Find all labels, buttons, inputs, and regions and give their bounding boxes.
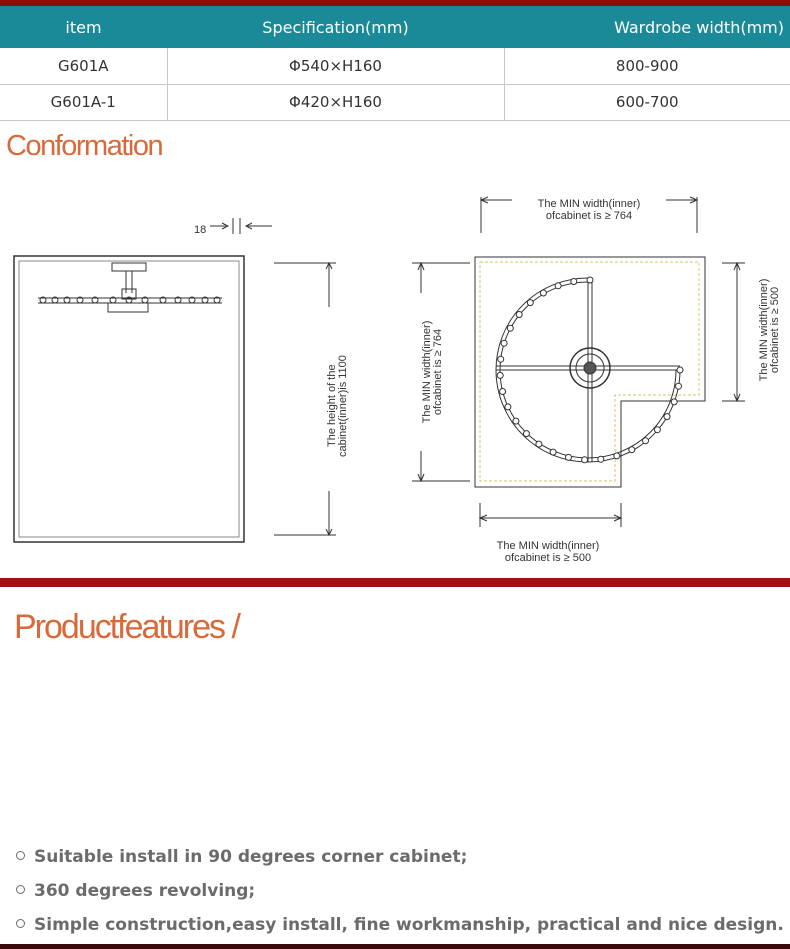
tray-rim-dot (614, 453, 620, 459)
tray-rim-dot (654, 427, 660, 433)
section-divider (0, 578, 790, 587)
top-width-label-1: The MIN width(inner) (537, 198, 641, 210)
spec-table-header (0, 6, 790, 48)
list-item (16, 876, 784, 910)
tray-rim-dot (500, 389, 506, 395)
tray-hub (108, 303, 148, 312)
top-mount (112, 263, 146, 271)
left-width-label-2: ofcabinet is ≥ 764 (432, 328, 444, 416)
tray-rim-dot (677, 367, 683, 373)
tray-rim-dot (671, 399, 677, 405)
tray-rim-dot (598, 456, 604, 462)
feature-text: Simple construction,easy install, fine workmanship, practical and nice design. (34, 915, 784, 935)
cell-item: G601A (0, 48, 167, 84)
header-specification: Specification(mm) (167, 6, 504, 48)
tray-rim-dot (566, 454, 572, 460)
tray-rim-dot (587, 277, 593, 283)
product-features-title: Productfeatures / (14, 608, 239, 646)
table-row (0, 84, 790, 120)
center-pivot (584, 362, 596, 374)
tray-rim-dot (523, 431, 529, 437)
tray-rim-dot (513, 418, 519, 424)
bottom-border-bar (0, 944, 790, 949)
cell-specification: Φ420×H160 (167, 84, 504, 120)
bottom-width-label-1: The MIN width(inner) (496, 540, 600, 552)
right-width-label-1: The MIN width(inner) (758, 278, 770, 382)
height-label-2: cabinet(inner)is 1100 (337, 355, 349, 457)
tray-rim-dot (540, 290, 546, 296)
top-view (412, 197, 745, 527)
tray-rim-dot (507, 325, 513, 331)
cell-item: G601A-1 (0, 84, 167, 120)
features-list (16, 842, 784, 944)
header-wardrobe-width: Wardrobe width(mm) (504, 6, 790, 48)
tray-rim-dot (516, 312, 522, 318)
right-width-label-2: ofcabinet is ≥ 500 (769, 286, 781, 374)
conformation-title: Conformation (6, 130, 163, 162)
cell-wardrobe-width: 600-700 (504, 84, 790, 120)
cell-wardrobe-width: 800-900 (504, 48, 790, 84)
circle-bullet-icon (16, 851, 25, 860)
tray-rim-dot (555, 283, 561, 289)
spec-table (0, 6, 790, 121)
feature-text: 360 degrees revolving; (34, 881, 256, 901)
bottom-width-label-2: ofcabinet is ≥ 500 (504, 552, 592, 564)
gap-label: 18 (194, 224, 207, 236)
tray-rim-dot (629, 447, 635, 453)
left-width-label-1: The MIN width(inner) (421, 320, 433, 424)
front-view (14, 218, 336, 542)
tray-rim-dot (664, 414, 670, 420)
circle-bullet-icon (16, 885, 25, 894)
cell-specification: Φ540×H160 (167, 48, 504, 84)
list-item (16, 910, 784, 944)
tray-rim-dot (527, 300, 533, 306)
tray-rim-dot (582, 457, 588, 463)
height-label-1: The height of the (326, 364, 338, 447)
tray-rim-dot (497, 372, 503, 378)
diagram-svg (0, 185, 790, 585)
tray-rim-dot (676, 383, 682, 389)
tray-rim-dot (643, 438, 649, 444)
tray-rim-dot (505, 404, 511, 410)
tray-rim-dot (501, 340, 507, 346)
conformation-diagram (0, 185, 790, 585)
tray-rim-dot (550, 449, 556, 455)
feature-text: Suitable install in 90 degrees corner cabinet; (34, 847, 468, 867)
tray-rim-dot (536, 441, 542, 447)
top-width-label-2: ofcabinet is ≥ 764 (545, 210, 633, 222)
circle-bullet-icon (16, 919, 25, 928)
table-row (0, 48, 790, 84)
list-item (16, 842, 784, 876)
tray-rim-dot (571, 279, 577, 285)
header-item: item (0, 6, 167, 48)
tray-rim-dot (498, 356, 504, 362)
